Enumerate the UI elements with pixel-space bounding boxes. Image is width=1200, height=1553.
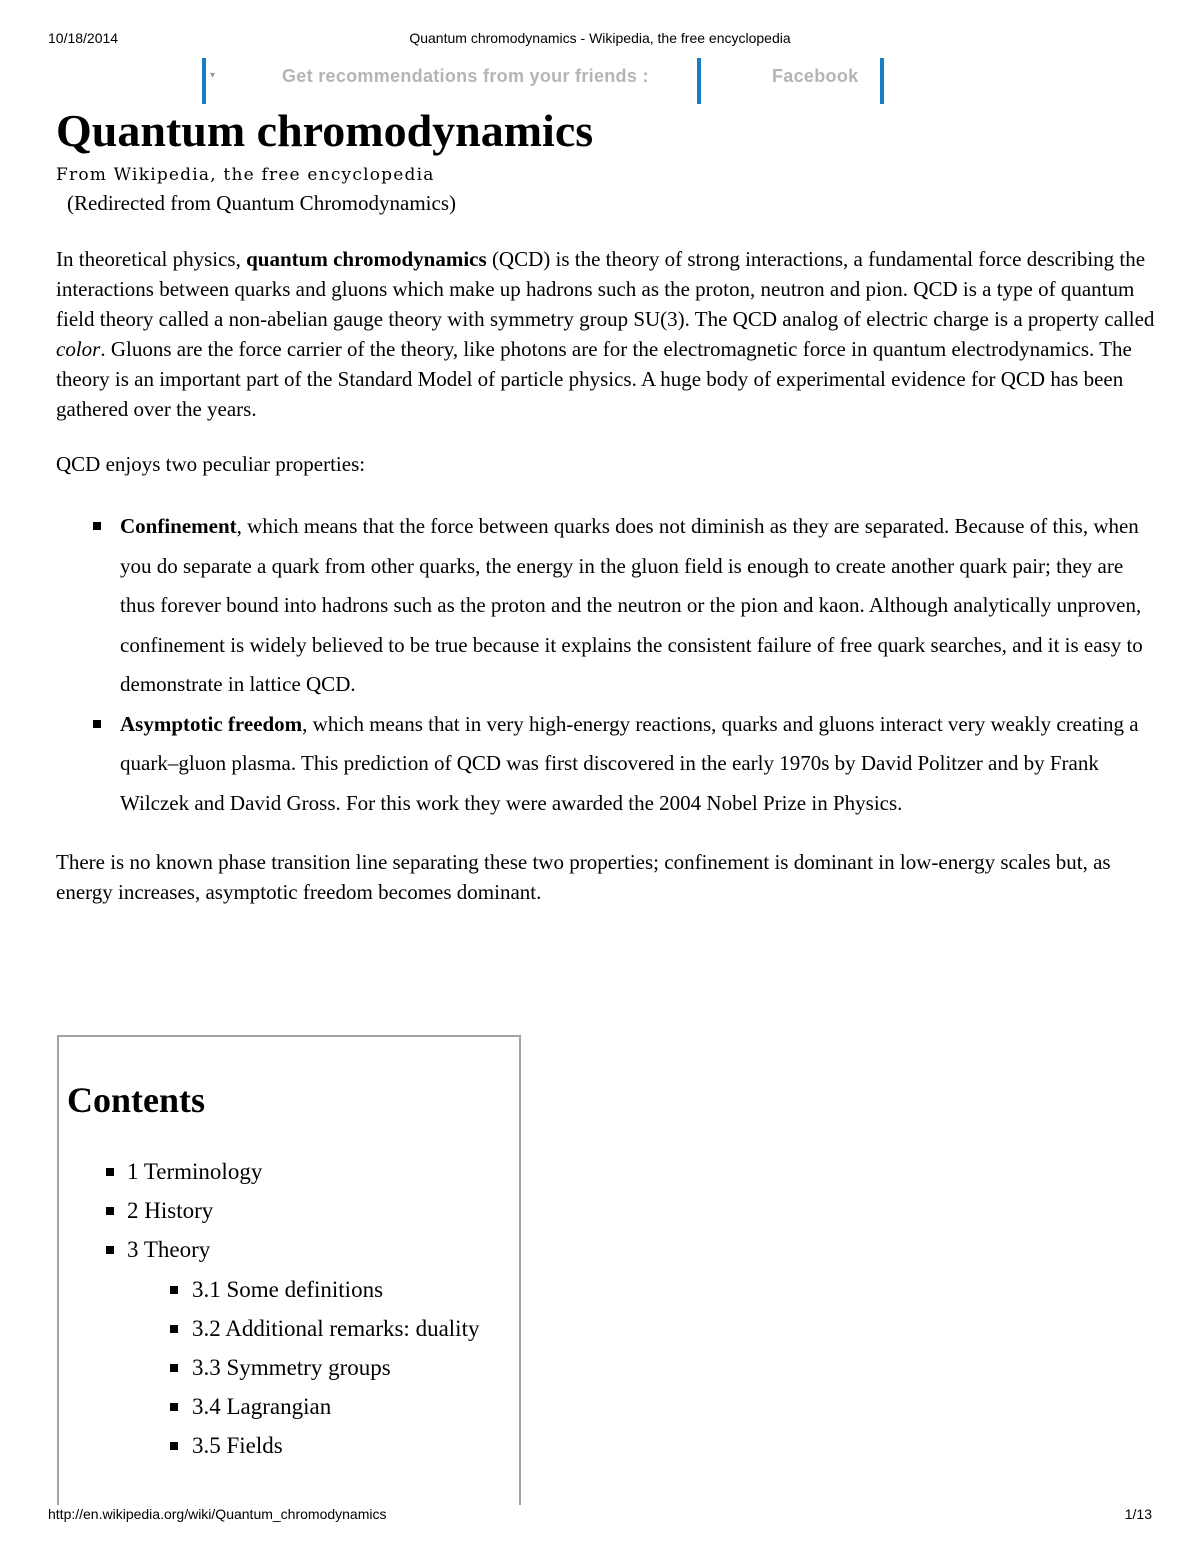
print-page-title: Quantum chromodynamics - Wikipedia, the free encyclopedia [409,30,791,46]
toc-item-some-definitions[interactable]: 3.1 Some definitions [59,1270,479,1309]
chevron-down-icon[interactable]: ▾ [210,70,216,81]
properties-list [56,507,1156,823]
recommendations-bar [202,56,892,106]
toc-item-lagrangian[interactable]: 3.4 Lagrangian [59,1387,479,1426]
intro-text: In theoretical physics, [56,247,247,271]
toc-list [59,1152,479,1466]
article-body [56,244,1156,907]
intro-bold-term: quantum chromodynamics [246,247,487,271]
property-text: , which means that the force between quarks does not diminish as they are separated. Because of this, when you do separate a quark from other quarks, the energy in the gluon field is enough to create another quark pair; they are thus forever bound into hadrons such as the proton and the neutron or the pion and kaon. Although analytically unproven, confinement is widely believed to be true because it explains the consistent failure of free quark searches, and it is easy to demonstrate in lattice QCD. [120,514,1143,696]
print-header [48,30,1152,48]
page-title: Quantum chromodynamics [56,105,594,156]
intro-text: (QCD) is the theory of strong interactions, a fundamental force describing the interactions between quarks and gluons which make up hadrons such as the proton, neutron and pion. QCD is a type of quantum field theory called a non-abelian gauge theory with symmetry group SU(3). The QCD analog of electric charge is a property called [56,247,1155,331]
list-item [120,705,1156,824]
print-footer [48,1506,1152,1524]
list-item [120,507,1156,705]
bar-divider [202,58,206,104]
page-url: http://en.wikipedia.org/wiki/Quantum_chromodynamics [48,1506,387,1522]
intro-text: . Gluons are the force carrier of the theory, like photons are for the electromagnetic force in quantum electrodynamics. The theory is an important part of the Standard Model of particle physics. A huge body of experimental evidence for QCD has been gathered over the years. [56,337,1132,421]
property-term[interactable]: Confinement [120,514,237,538]
redirect-notice: (Redirected from Quantum Chromodynamics) [67,191,457,215]
bar-divider [880,58,884,104]
toc-item-additional-remarks[interactable]: 3.2 Additional remarks: duality [59,1309,479,1348]
redirect-link[interactable]: Quantum Chromodynamics [216,191,450,215]
toc-item-terminology[interactable]: 1 Terminology [59,1152,479,1191]
bar-divider [697,58,701,104]
properties-intro: QCD enjoys two peculiar properties: [56,452,366,476]
toc-item-history[interactable]: 2 History [59,1191,479,1230]
table-of-contents [57,1035,521,1505]
property-text: , which means that in very high-energy reactions, quarks and gluons interact very weakly creating a quark–gluon plasma. This prediction of QCD was first discovered in the early 1970s by David Politzer and by Frank Wilczek and David Gross. For this work they were awarded the 2004 Nobel Prize in Physics. [120,711,1139,815]
toc-item-symmetry-groups[interactable]: 3.3 Symmetry groups [59,1348,479,1387]
toc-item-fields[interactable]: 3.5 Fields [59,1426,479,1465]
intro-italic-term: color [56,337,101,361]
print-date: 10/18/2014 [48,30,119,46]
site-subtitle: From Wikipedia, the free encyclopedia [56,165,435,185]
intro-paragraph [56,244,1156,424]
facebook-button[interactable]: Facebook [772,66,859,86]
toc-title: Contents [67,1080,206,1120]
transition-paragraph: There is no known phase transition line separating these two properties; confinement is dominant in low-energy scales but, as energy increases, asymptotic freedom becomes dominant. [56,850,1111,904]
page-number: 1/13 [1124,1506,1152,1522]
property-term[interactable]: Asymptotic freedom [120,711,303,736]
toc-item-theory[interactable]: 3 Theory [59,1230,479,1269]
recommendations-label: Get recommendations from your friends : [282,66,649,86]
